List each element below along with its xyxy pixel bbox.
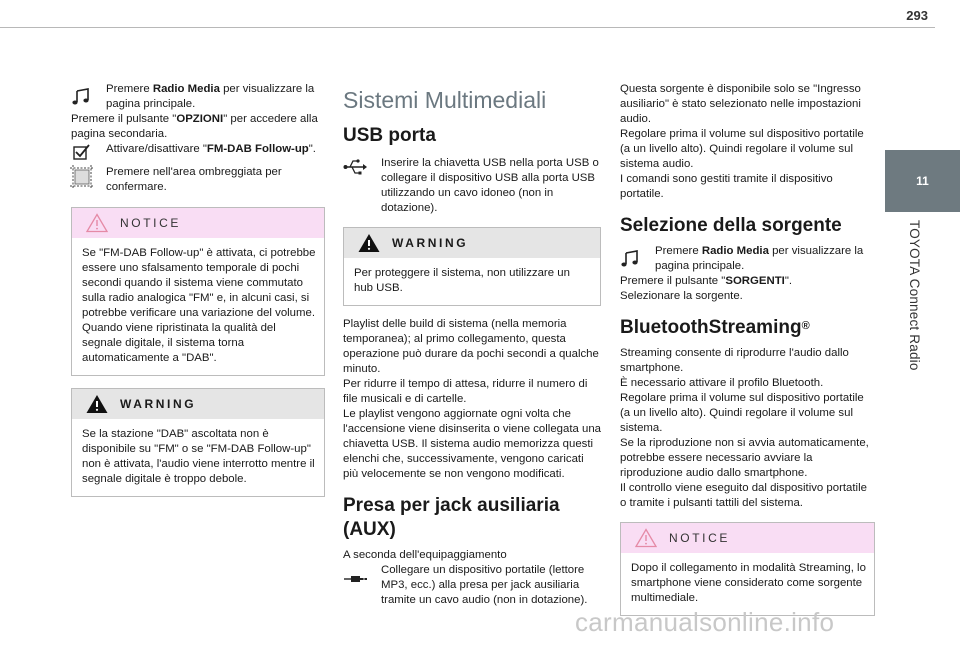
notice-box: [71, 207, 325, 376]
aux-info-paragraph: Questa sorgente è disponibile solo se "Ingresso ausiliario" è stato selezionato nelle impostazioni audio. Regolare prima il volume sul dispositivo portatile (a un livello alto). Quindi regolare il volume sul sistema audio. I comandi sono gestiti tramite il dispositivo portatile.: [620, 83, 864, 200]
usb-icon: [343, 158, 367, 176]
music-note-icon: [71, 88, 93, 106]
bluetooth-paragraph: Streaming consente di riprodurre l'audio dallo smartphone. È necessario attivare il profilo Bluetooth. Regolare prima il volume sul dispositivo portatile (a un livello alto). Quindi regolare il volume sul sistema. Se la riproduzione non si avvia automaticamente, potrebbe essere necessario avviare la riproduzione audio dallo smartphone. Il controllo viene eseguito dal dispositivo portatile o tramite i pulsanti tattili del sistema.: [620, 347, 869, 509]
paragraph-options: Premere il pulsante "OPZIONI" per accedere alla pagina secondaria.: [71, 113, 318, 140]
warning-header: WARNING: [72, 389, 324, 419]
watermark: carmanualsonline.info: [575, 607, 835, 637]
warning-triangle-icon: [86, 213, 108, 233]
source-button-paragraph: Premere il pulsante "SORGENTI".: [620, 275, 793, 287]
usb-warning-box: [343, 227, 601, 306]
notice-text: Dopo il collegamento in modalità Streaming, lo smartphone viene considerato come sorgente multimediale.: [631, 562, 866, 604]
column-3: [620, 82, 875, 616]
paragraph-follow-up: Attivare/disattivare "FM-DAB Follow-up".: [71, 142, 325, 157]
usb-heading: USB porta: [343, 125, 436, 146]
source-heading: Selezione della sorgente: [620, 215, 842, 236]
section-title: Sistemi Multimediali: [343, 87, 547, 113]
notice-text: Se "FM-DAB Follow-up" è attivata, ci potrebbe essere uno sfalsamento temporale di pochi secondi quando il sistema viene commutato sulla radio analogica "FM" e, in alcuni casi, si potrebbe verificare una variazione del volume. Quando viene ripristinata la qualità del segnale digitale, il sistema torna automaticamente a "DAB".: [82, 247, 316, 364]
notice-header: NOTICE: [72, 208, 324, 238]
usb-paragraph: Inserire la chiavetta USB nella porta USB o collegare il dispositivo USB alla porta USB utilizzando un cavo idoneo (non in dotazione).: [343, 156, 601, 216]
bluetooth-heading: BluetoothStreaming®: [620, 317, 810, 338]
warning-text: Se la stazione "DAB" ascoltata non è disponibile su "FM" o se "FM-DAB Follow-up" non è attivata, l'audio viene interrotto mentre il segnale digitale è troppo debole.: [82, 428, 315, 485]
aux-paragraph: Collegare un dispositivo portatile (lettore MP3, ecc.) alla presa per jack ausiliaria tramite un cavo audio (non in dotazione).: [343, 563, 601, 608]
warning-box: [71, 388, 325, 497]
side-title-wrap: [885, 210, 960, 430]
column-2: [343, 82, 601, 608]
aux-heading: Presa per jack ausiliaria (AUX): [343, 495, 560, 540]
warning-triangle-icon: [86, 394, 108, 414]
header-rule: [0, 27, 935, 28]
source-paragraph: Premere Radio Media per visualizzare la pagina principale.: [620, 244, 875, 274]
warning-triangle-icon: [358, 233, 380, 253]
warning-header: WARNING: [344, 228, 600, 258]
source-select-paragraph: Selezionare la sorgente.: [620, 290, 743, 302]
page-number: 293: [906, 8, 928, 23]
jack-plug-icon: [343, 570, 369, 588]
playlist-paragraph: Playlist delle build di sistema (nella memoria temporanea); al primo collegamento, questa operazione può durare da pochi secondi a qualche minuto. Per ridurre il tempo di attesa, ridurre il numero di file musicali e di cartelle. Le playlist vengono aggiornate ogni volta che l'accensione viene disinserita o viene collegata una chiavetta USB. Il sistema audio memorizza questi elenchi che, successivamente, vengono caricati più velocemente se non vengono modificati.: [343, 318, 601, 480]
paragraph-radio-media: Premere Radio Media per visualizzare la pagina principale.: [71, 82, 325, 112]
notice-header: NOTICE: [621, 523, 874, 553]
checkbox-icon: [71, 144, 93, 162]
chapter-tab[interactable]: 11: [885, 150, 960, 212]
warning-text: Per proteggere il sistema, non utilizzare un hub USB.: [354, 267, 570, 294]
shaded-area-icon: [69, 164, 95, 190]
streaming-notice-box: [620, 522, 875, 616]
warning-triangle-icon: [635, 528, 657, 548]
paragraph-confirm: Premere nell'area ombreggiata per confermare.: [71, 165, 325, 195]
music-note-icon: [620, 250, 642, 268]
aux-intro: A seconda dell'equipaggiamento: [343, 549, 507, 561]
column-1: [71, 82, 325, 497]
chapter-title: TOYOTA Connect Radio: [907, 220, 922, 371]
